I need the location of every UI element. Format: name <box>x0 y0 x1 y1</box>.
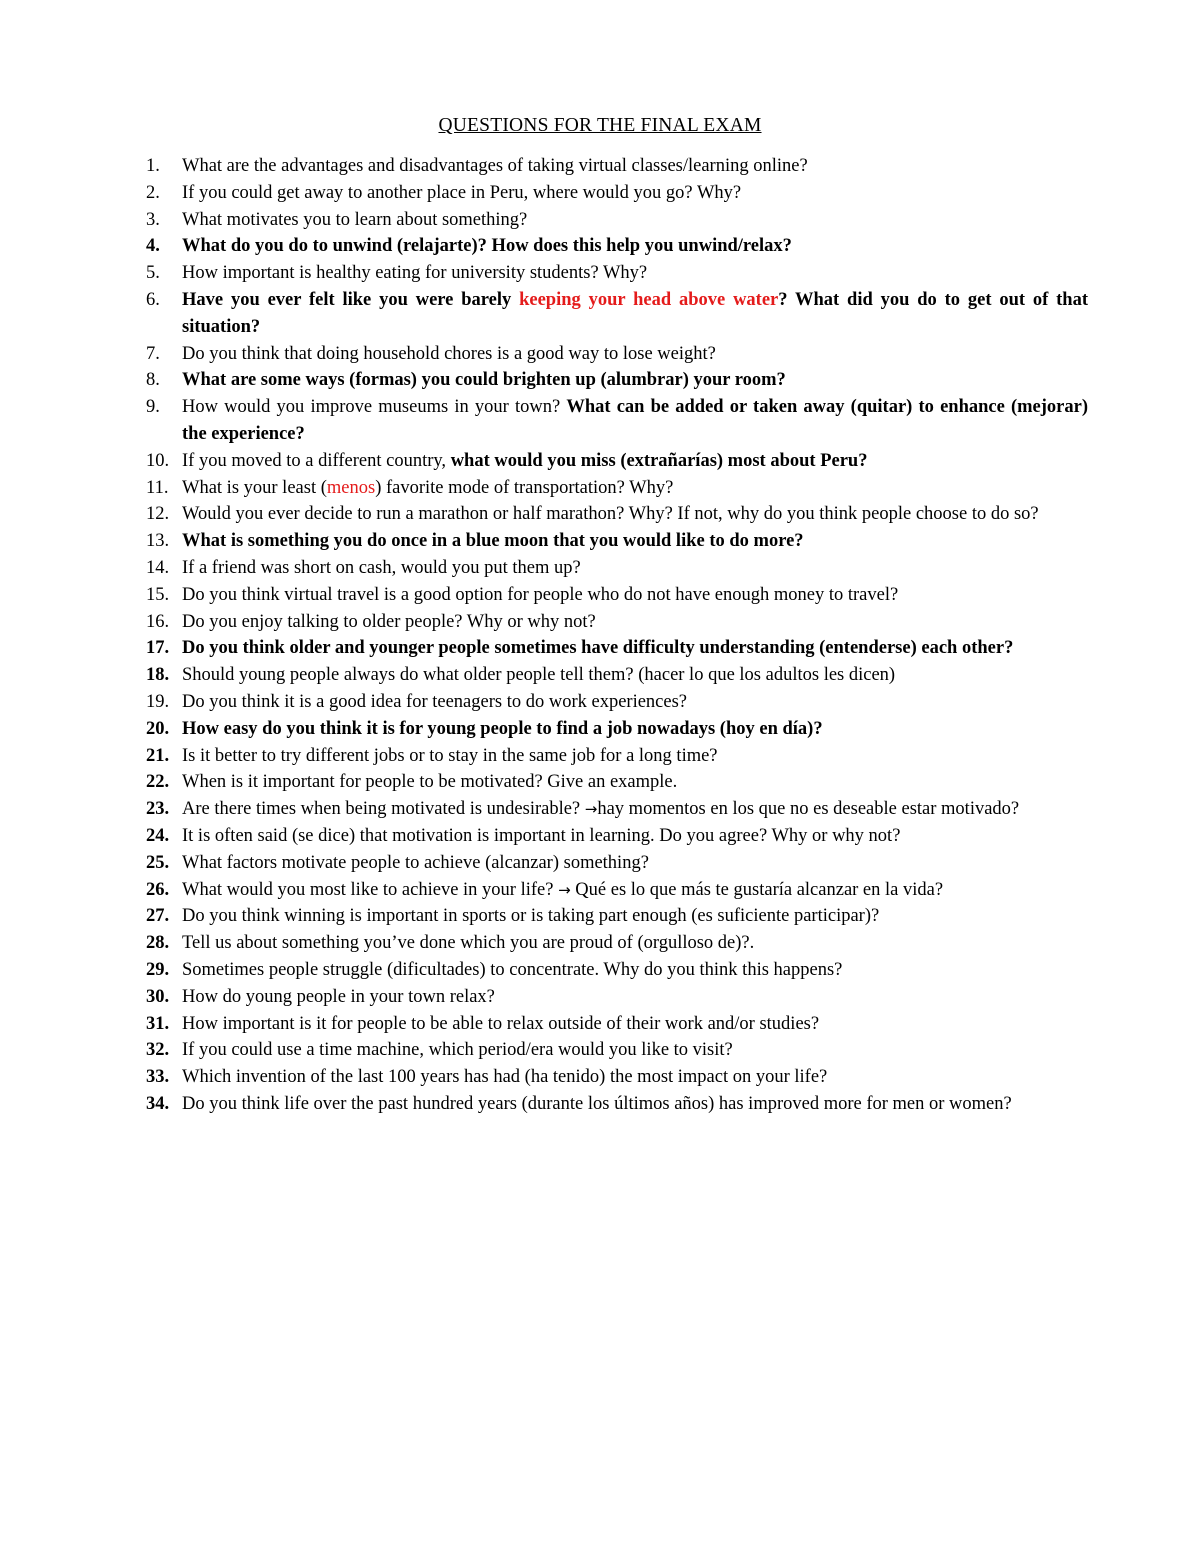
question-number: 12. <box>146 504 170 525</box>
question-text <box>182 1067 827 1087</box>
question-text <box>182 719 823 739</box>
question-text-segment: hay momentos en los que no es deseable estar motivado? <box>597 799 1020 820</box>
question-number: 9. <box>146 397 160 418</box>
question-item <box>146 287 1088 341</box>
question-item <box>146 743 1088 770</box>
question-item <box>146 1037 1088 1064</box>
question-item <box>146 582 1088 609</box>
question-item <box>146 984 1088 1011</box>
question-text-segment: What can be added or taken away (quitar) to enhance (mejorar) the experience? <box>182 397 1089 444</box>
question-number: 7. <box>146 343 160 364</box>
question-text-segment: what would you miss (extrañarías) most about Peru? <box>450 450 868 471</box>
question-text <box>182 1014 819 1034</box>
question-number: 4. <box>146 236 160 257</box>
question-number: 28. <box>146 933 170 954</box>
question-number: 31. <box>146 1013 170 1034</box>
arrow-right-icon: → <box>558 880 571 899</box>
question-text <box>182 183 741 203</box>
question-item <box>146 394 1088 448</box>
question-item <box>146 796 1088 823</box>
question-item <box>146 662 1088 689</box>
question-text <box>182 210 527 230</box>
question-item <box>146 448 1088 475</box>
question-text <box>182 880 943 900</box>
question-number: 27. <box>146 906 170 927</box>
question-text-segment: Do you think winning is important in sports or is taking part enough (es suficiente participar)? <box>182 906 880 927</box>
question-number: 6. <box>146 289 160 310</box>
question-text-segment: Would you ever decide to run a marathon or half marathon? Why? If not, why do you think people choose to do so? <box>182 504 1039 525</box>
question-text-segment: Do you think life over the past hundred years (durante los últimos años) has improved more for men or women? <box>182 1093 1012 1114</box>
question-item <box>146 635 1088 662</box>
question-text <box>182 451 867 471</box>
question-number: 23. <box>146 799 170 820</box>
question-number: 34. <box>146 1093 170 1114</box>
question-text-segment: If you could get away to another place in Peru, where would you go? Why? <box>182 182 742 203</box>
question-number: 26. <box>146 879 170 900</box>
question-item <box>146 528 1088 555</box>
question-text-segment: What is your least ( <box>182 477 327 498</box>
question-text-segment: Should young people always do what older people tell them? (hacer lo que los adultos les dicen) <box>182 665 896 686</box>
question-item <box>146 153 1088 180</box>
question-text-segment: When is it important for people to be motivated? Give an example. <box>182 772 678 793</box>
question-text-segment: What are some ways (formas) you could brighten up (alumbrar) your room? <box>182 370 786 391</box>
question-text-segment: What do you do to unwind (relajarte)? How does this help you unwind/relax? <box>182 236 792 257</box>
question-text-segment: Which invention of the last 100 years has had (ha tenido) the most impact on your life? <box>182 1067 828 1088</box>
question-text <box>182 397 1088 444</box>
question-text <box>182 987 495 1007</box>
question-text <box>182 692 687 712</box>
question-number: 29. <box>146 959 170 980</box>
question-text <box>182 478 673 498</box>
question-number: 17. <box>146 638 170 659</box>
question-text <box>182 504 1039 524</box>
question-text-segment: What are the advantages and disadvantages of taking virtual classes/learning online? <box>182 156 808 176</box>
question-item <box>146 233 1088 260</box>
question-text-segment: Are there times when being motivated is undesirable? <box>182 799 585 820</box>
question-item <box>146 1011 1088 1038</box>
question-text <box>182 960 842 980</box>
question-number: 15. <box>146 584 170 605</box>
question-item <box>146 475 1088 502</box>
question-number: 21. <box>146 745 170 766</box>
question-item <box>146 260 1088 287</box>
question-number: 32. <box>146 1040 170 1061</box>
question-item <box>146 609 1088 636</box>
question-text <box>182 344 716 364</box>
question-text <box>182 156 808 176</box>
question-item <box>146 930 1088 957</box>
question-text-segment: What factors motivate people to achieve (alcanzar) something? <box>182 852 649 873</box>
question-item <box>146 903 1088 930</box>
question-text <box>182 290 1088 337</box>
question-text <box>182 531 804 551</box>
question-text <box>182 638 1013 658</box>
question-number: 5. <box>146 263 160 284</box>
question-text-segment: How would you improve museums in your town? <box>182 397 567 418</box>
question-number: 24. <box>146 825 170 846</box>
question-text <box>182 1094 1012 1114</box>
question-text <box>182 906 879 926</box>
question-item <box>146 1091 1088 1118</box>
question-number: 25. <box>146 852 170 873</box>
question-text-segment: Do you think older and younger people sometimes have difficulty understanding (entenderse) each other? <box>182 638 1014 659</box>
question-text <box>182 585 898 605</box>
highlighted-phrase: menos <box>326 477 376 498</box>
question-number: 20. <box>146 718 170 739</box>
question-text-segment: Is it better to try different jobs or to stay in the same job for a long time? <box>182 745 718 766</box>
highlighted-phrase: keeping your head above water <box>519 289 779 310</box>
question-text <box>182 853 649 873</box>
question-text-segment: Do you enjoy talking to older people? Why or why not? <box>182 611 596 632</box>
question-text <box>182 826 900 846</box>
question-item <box>146 957 1088 984</box>
page-title: QUESTIONS FOR THE FINAL EXAM <box>438 115 762 136</box>
question-text-segment: It is often said (se dice) that motivation is important in learning. Do you agree? Why or why not? <box>182 825 901 846</box>
question-item <box>146 341 1088 368</box>
question-text-segment: ? What did you do to get out of that situation? <box>182 289 1088 337</box>
question-text <box>182 1040 733 1060</box>
question-text <box>182 799 1019 819</box>
question-text <box>182 746 718 766</box>
question-text-segment: What would you most like to achieve in your life? <box>182 879 559 900</box>
question-text-segment: Do you think that doing household chores is a good way to lose weight? <box>182 343 716 364</box>
question-text-segment: How do young people in your town relax? <box>182 986 495 1007</box>
question-list <box>146 153 1088 1118</box>
question-number: 30. <box>146 986 170 1007</box>
question-text-segment: How easy do you think it is for young people to find a job nowadays (hoy en día)? <box>182 718 823 739</box>
question-item <box>146 180 1088 207</box>
question-item <box>146 769 1088 796</box>
question-number: 11. <box>146 477 169 498</box>
question-number: 19. <box>146 691 170 712</box>
question-number: 10. <box>146 450 170 471</box>
question-number: 16. <box>146 611 170 632</box>
question-text-segment: Do you think virtual travel is a good option for people who do not have enough money to travel? <box>182 584 899 605</box>
question-text-segment: Do you think it is a good idea for teenagers to do work experiences? <box>182 691 688 712</box>
question-number: 8. <box>146 370 160 391</box>
question-text-segment: If you could use a time machine, which period/era would you like to visit? <box>182 1040 733 1061</box>
question-text <box>182 370 786 390</box>
question-item <box>146 877 1088 904</box>
question-item <box>146 367 1088 394</box>
question-item <box>146 716 1088 743</box>
question-item <box>146 501 1088 528</box>
question-item <box>146 689 1088 716</box>
question-number: 13. <box>146 531 170 552</box>
question-text-segment: ) favorite mode of transportation? Why? <box>375 477 674 498</box>
question-text-segment: What motivates you to learn about something? <box>182 209 528 230</box>
question-number: 3. <box>146 209 160 230</box>
question-number: 22. <box>146 772 170 793</box>
question-text-segment: Have you ever felt like you were barely <box>182 289 520 310</box>
question-number: 18. <box>146 665 170 686</box>
question-text-segment: If a friend was short on cash, would you put them up? <box>182 557 581 578</box>
question-text <box>182 933 754 953</box>
question-text <box>182 236 792 256</box>
question-text-segment: Tell us about something you’ve done which you are proud of (orgulloso de)?. <box>182 933 755 954</box>
question-number: 33. <box>146 1067 170 1088</box>
question-text-segment: How important is it for people to be able to relax outside of their work and/or studies? <box>182 1013 820 1034</box>
question-text <box>182 263 647 283</box>
question-item <box>146 1064 1088 1091</box>
question-text-segment: How important is healthy eating for university students? Why? <box>182 263 648 284</box>
question-text <box>182 612 596 632</box>
question-item <box>146 207 1088 234</box>
question-text <box>182 558 581 578</box>
question-item <box>146 823 1088 850</box>
question-number: 1. <box>146 156 160 176</box>
question-text <box>182 665 895 685</box>
question-item <box>146 555 1088 582</box>
question-number: 2. <box>146 182 160 203</box>
question-text-segment: If you moved to a different country, <box>182 450 451 471</box>
question-number: 14. <box>146 557 170 578</box>
arrow-right-icon: → <box>584 800 598 819</box>
question-item <box>146 850 1088 877</box>
question-text-segment: What is something you do once in a blue moon that you would like to do more? <box>182 531 804 552</box>
question-text-segment: Sometimes people struggle (dificultades) to concentrate. Why do you think this happens? <box>182 959 843 980</box>
question-text-segment: Qué es lo que más te gustaría alcanzar en la vida? <box>570 879 944 900</box>
question-text <box>182 772 677 792</box>
